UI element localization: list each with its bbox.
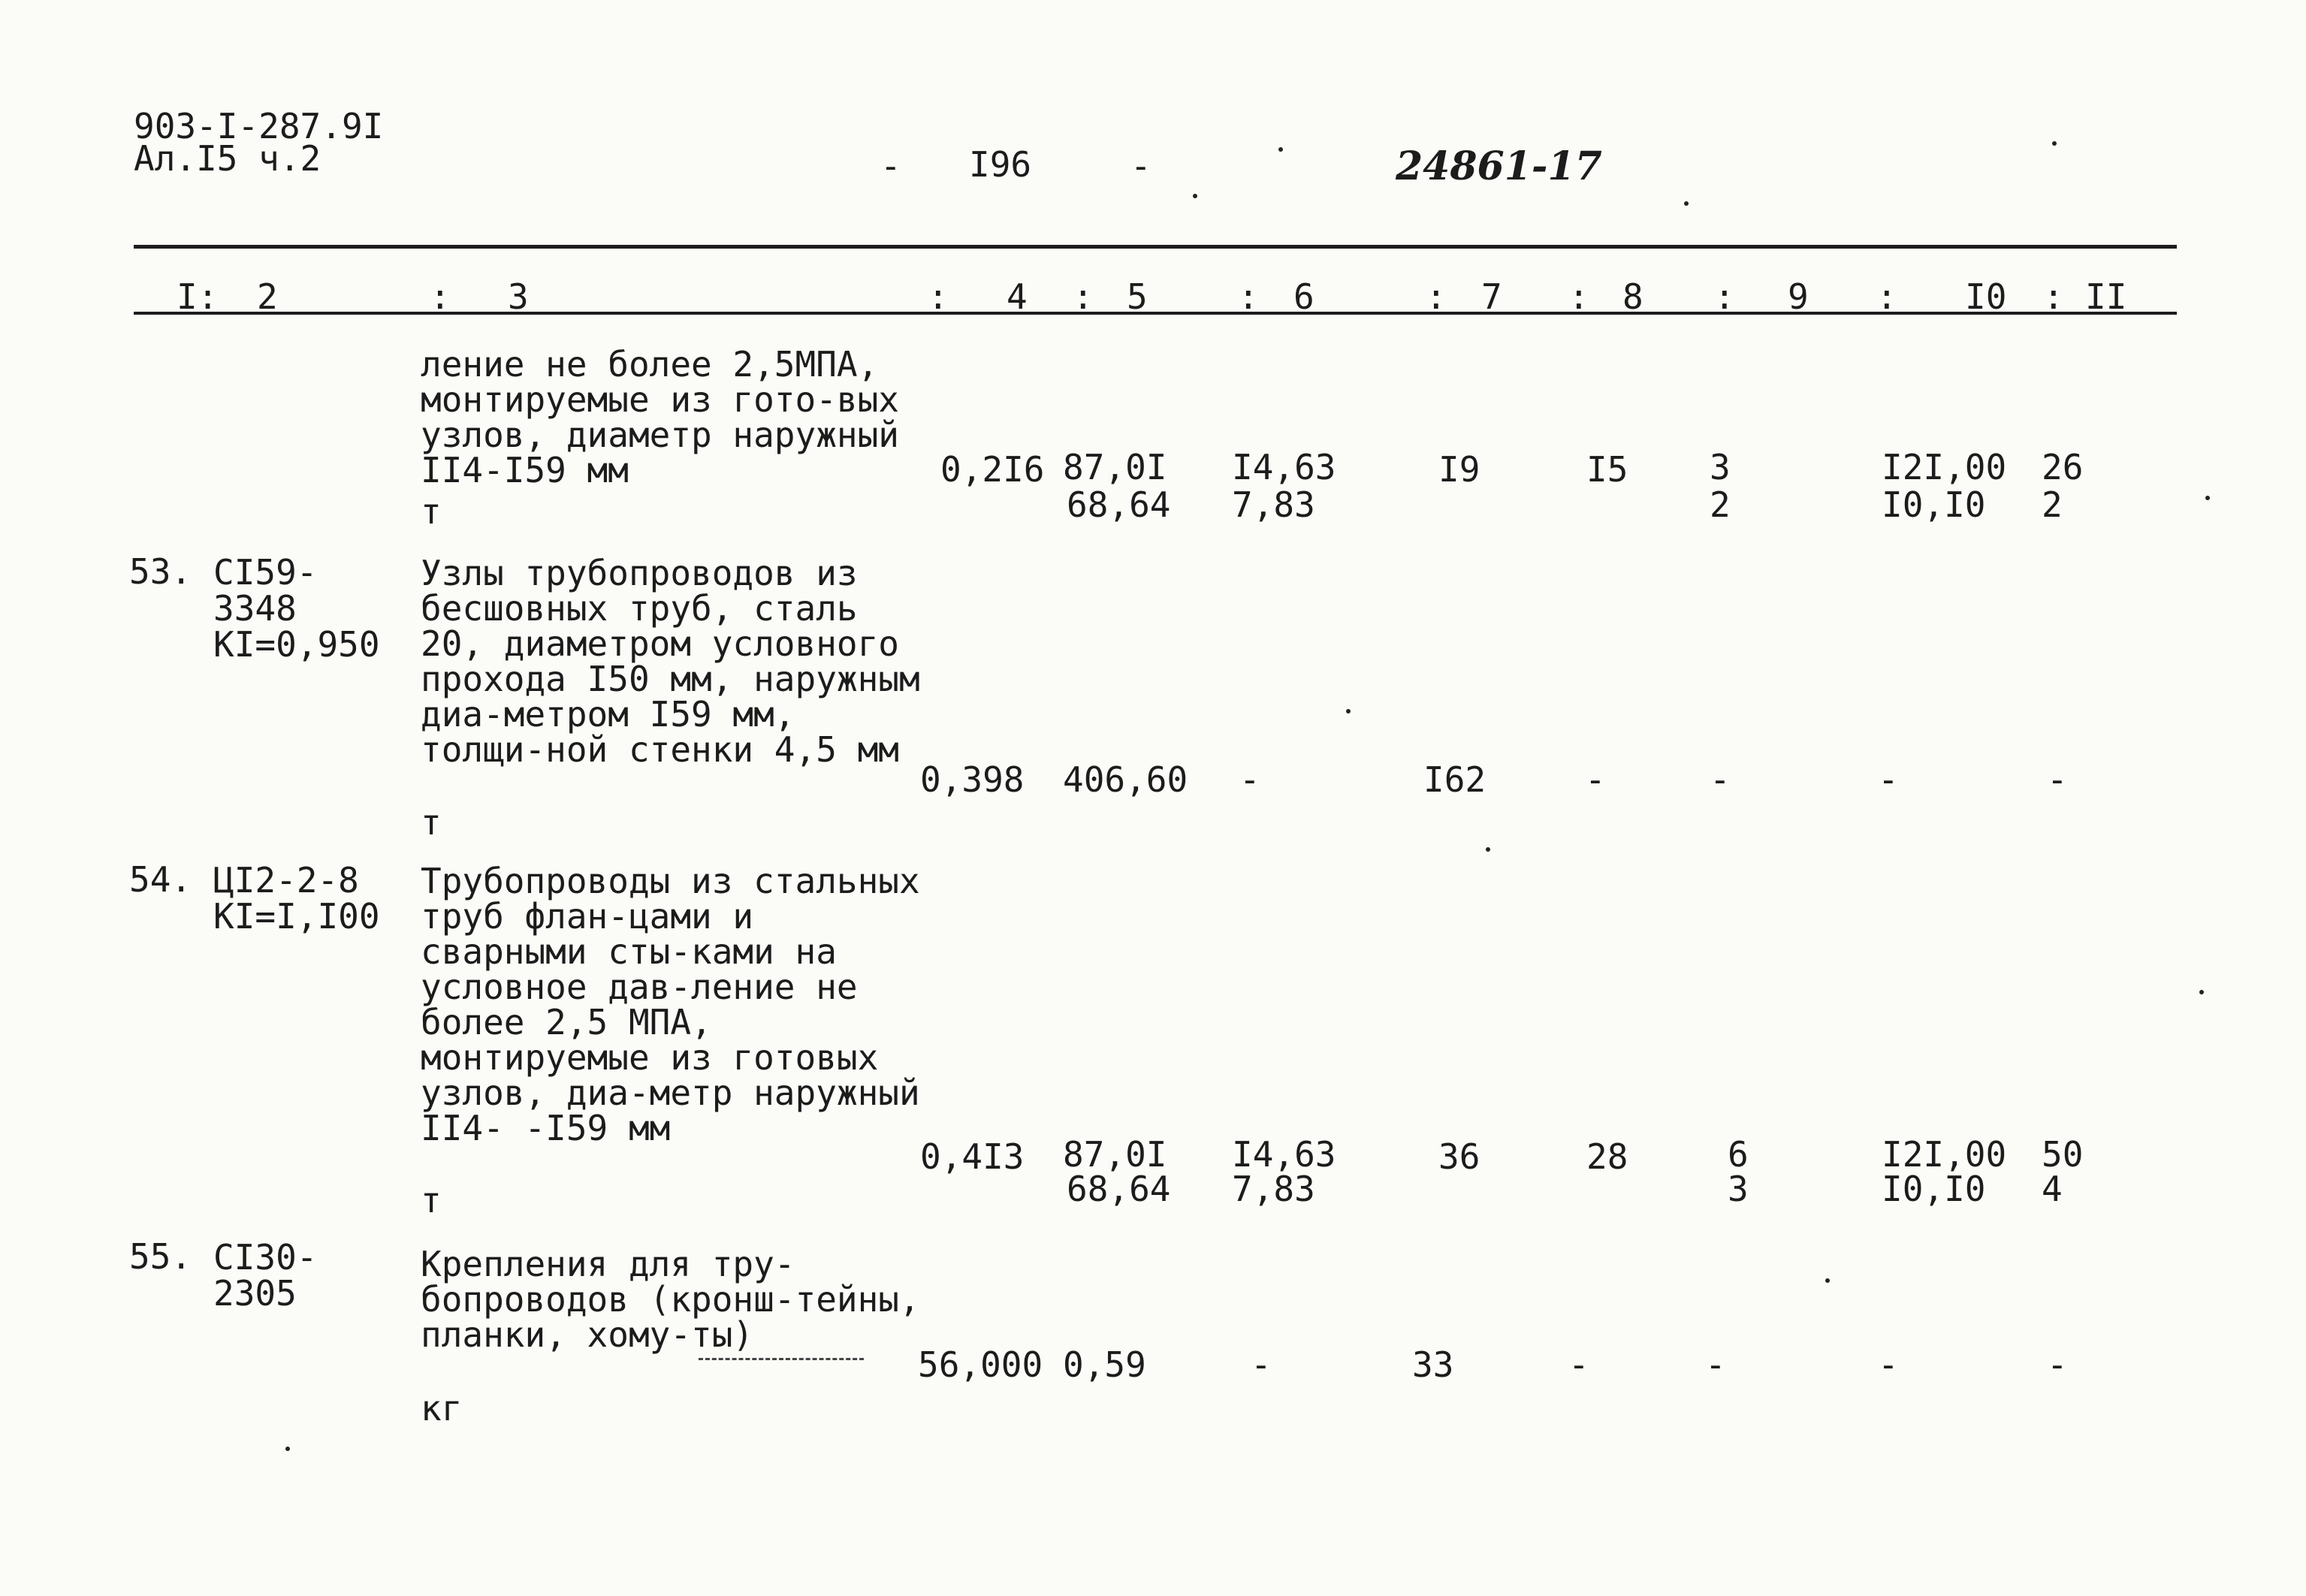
col-sep: : [1238, 276, 1259, 317]
row-unit: т [421, 802, 442, 843]
album-reference: Ал.I5 ч.2 [134, 138, 321, 179]
row-unit: т [421, 491, 442, 532]
row-description: Трубопроводы из стальных труб флан-цами и сварными сты-ками на условное дав-ление не более 2,5 МПА, монтируемые из готовых узлов, диа-метр наружный II4- -I59 мм [421, 861, 920, 1148]
row-c9-b: 2 [1710, 484, 1731, 525]
row-c7: 36 [1438, 1136, 1480, 1177]
col-sep: : [430, 276, 451, 317]
document-code: 903-I-287.9I [134, 106, 384, 146]
row-c10: - [1878, 1344, 1899, 1385]
row-c5: 0,59 [1063, 1344, 1146, 1385]
row-c6: - [1239, 759, 1260, 800]
col-sep: : [1568, 276, 1589, 317]
row-c9: - [1705, 1344, 1726, 1385]
scan-speck [1825, 1278, 1830, 1283]
row-description: Крепления для тру-бопроводов (кронш-тейны, планки, хому-ты) [421, 1244, 920, 1355]
col-header-6: 6 [1293, 276, 1314, 317]
col-sep: : [2043, 276, 2064, 317]
scan-speck [1193, 194, 1197, 198]
row-unit: т [421, 1180, 442, 1220]
row-code: CI30- 2305 [213, 1237, 318, 1314]
row-c11: - [2047, 1344, 2068, 1385]
row-code: ЦI2-2-8 KI=I,I00 [213, 860, 380, 937]
row-c4: 0,4I3 [920, 1136, 1025, 1177]
row-c8: - [1568, 1344, 1589, 1385]
row-c11: - [2047, 759, 2068, 800]
col-header-1: I: [177, 276, 219, 317]
row-c7: I62 [1423, 759, 1487, 800]
row-c11-a: 50 [2042, 1134, 2084, 1175]
row-c6-a: I4,63 [1232, 447, 1336, 487]
row-code: CI59- 3348 KI=0,950 [213, 552, 380, 665]
row-number: 54. [129, 859, 192, 900]
scan-speck [1278, 147, 1283, 152]
row-c5-a: 87,0I [1063, 1134, 1167, 1175]
row-c7: 33 [1412, 1344, 1454, 1385]
row-c5-b: 68,64 [1067, 484, 1171, 525]
row-c10-b: I0,I0 [1882, 1169, 1986, 1209]
scan-speck [1684, 201, 1689, 206]
row-c6-a: I4,63 [1232, 1134, 1336, 1175]
scan-speck [2199, 990, 2204, 994]
col-header-9: 9 [1788, 276, 1809, 317]
row-c7: I9 [1438, 449, 1480, 490]
row-description: Узлы трубопроводов из бесшовных труб, сталь 20, диаметром условного прохода I50 мм, наружным диа-метром I59 мм, толщи-ной стенки 4,5 мм [421, 553, 920, 770]
col-header-7: 7 [1481, 276, 1502, 317]
header-rule-top [134, 245, 2177, 249]
row-c9-b: 3 [1728, 1169, 1749, 1209]
row-c6-b: 7,83 [1232, 1169, 1315, 1209]
row-number: 53. [129, 551, 192, 592]
scan-speck [1346, 709, 1351, 714]
col-header-8: 8 [1622, 276, 1643, 317]
row-number: 55. [129, 1236, 192, 1277]
row-c8: I5 [1586, 449, 1628, 490]
col-header-2: 2 [257, 276, 278, 317]
row-unit: кг [421, 1388, 463, 1429]
row-c10-a: I2I,00 [1882, 447, 2007, 487]
row-c10-b: I0,I0 [1882, 484, 1986, 525]
page-dash-right: - [1130, 146, 1151, 186]
row-c8: 28 [1586, 1136, 1628, 1177]
row-c9-a: 3 [1710, 447, 1731, 487]
col-header-11: II [2085, 276, 2127, 317]
row-c4: 56,000 [918, 1344, 1043, 1385]
row-description: ление не более 2,5МПА, монтируемые из гото-вых узлов, диаметр наружный II4-I59 мм [421, 344, 899, 490]
row-c6: - [1251, 1344, 1272, 1385]
scan-speck [2205, 496, 2210, 500]
row-c5: 406,60 [1063, 759, 1188, 800]
scan-speck [1486, 847, 1490, 852]
row-c4: 0,2I6 [940, 449, 1045, 490]
scan-speck [2052, 141, 2057, 146]
leader-dashes [699, 1358, 864, 1360]
col-sep: : [1426, 276, 1447, 317]
col-sep: : [1073, 276, 1094, 317]
col-header-10: I0 [1965, 276, 2007, 317]
col-sep: : [928, 276, 949, 317]
handwritten-number: 24861-17 [1396, 143, 1602, 189]
scan-speck [285, 1447, 290, 1451]
row-c11-a: 26 [2042, 447, 2084, 487]
col-header-4: 4 [1007, 276, 1028, 317]
row-c5-b: 68,64 [1067, 1169, 1171, 1209]
row-c10-a: I2I,00 [1882, 1134, 2007, 1175]
col-header-3: 3 [508, 276, 529, 317]
row-c4: 0,398 [920, 759, 1025, 800]
row-c8: - [1585, 759, 1606, 800]
col-header-5: 5 [1127, 276, 1148, 317]
col-sep: : [1876, 276, 1897, 317]
row-c9: - [1710, 759, 1731, 800]
row-c6-b: 7,83 [1232, 484, 1315, 525]
page-number: I96 [969, 144, 1032, 185]
row-c11-b: 4 [2042, 1169, 2063, 1209]
row-c11-b: 2 [2042, 484, 2063, 525]
page-dash-left: - [880, 146, 901, 186]
row-c5-a: 87,0I [1063, 447, 1167, 487]
col-sep: : [1714, 276, 1735, 317]
row-c10: - [1878, 759, 1899, 800]
row-c9-a: 6 [1728, 1134, 1749, 1175]
